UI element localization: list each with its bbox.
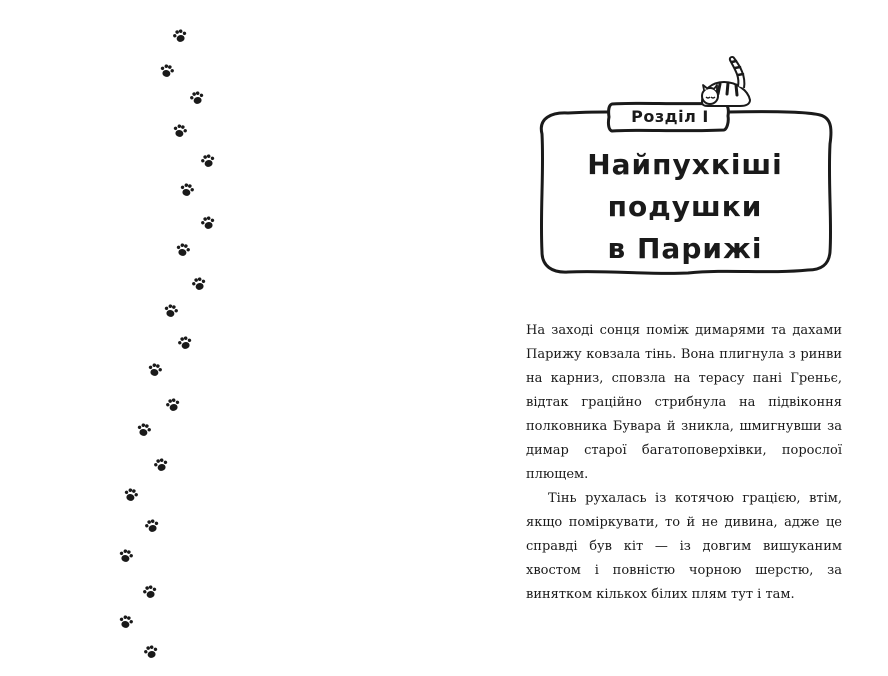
chapter-title-line-1: Найпухкіші: [587, 148, 783, 181]
chapter-title: [550, 144, 820, 270]
chapter-title-line-2: подушки: [607, 190, 763, 223]
paw-print-icon: [159, 63, 175, 79]
paw-print-icon: [200, 153, 216, 169]
paw-print-icon: [163, 303, 179, 319]
paw-print-icon: [179, 182, 195, 198]
paw-print-icon: [191, 276, 207, 292]
paragraph-2: Тінь рухалась із котячою грацією, втім, якщо поміркувати, то й не дивина, адже це справді був кіт — із довгим вишуканим хвостом і повністю чорною шерстю, за винятком кількох білих плям тут і там.: [526, 491, 842, 602]
paw-print-icon: [147, 362, 163, 378]
paragraph-1: На заході сонця поміж димарями та дахами Парижу ковзала тінь. Вона плигнула з ринви на карниз, сповзла на терасу пані Греньє, відтак грацiйно стрибнула на підвіконня полковника Бувара й зникла, шмигнувши за димар старої багатоповерхівки, порослої плющем.: [526, 323, 842, 482]
chapter-number: Розділ I: [631, 107, 709, 126]
paw-print-icon: [172, 123, 188, 139]
paw-print-icon: [177, 335, 193, 351]
paw-print-icon: [118, 548, 134, 564]
chapter-header: [528, 52, 838, 278]
sleeping-cat-icon: [696, 54, 756, 110]
paw-print-icon: [153, 457, 169, 473]
paw-print-icon: [172, 28, 188, 44]
paw-print-icon: [143, 644, 159, 660]
paw-print-icon: [123, 487, 139, 503]
paw-print-icon: [175, 242, 191, 258]
chapter-title-line-3: в Парижі: [607, 232, 763, 265]
paw-print-icon: [142, 584, 158, 600]
paw-print-icon: [200, 215, 216, 231]
right-page: [444, 0, 888, 676]
paw-print-icon: [136, 422, 152, 438]
chapter-body: [526, 319, 842, 607]
paw-print-icon: [144, 518, 160, 534]
paw-print-icon: [118, 614, 134, 630]
paw-print-icon: [189, 90, 205, 106]
paw-print-icon: [165, 397, 181, 413]
